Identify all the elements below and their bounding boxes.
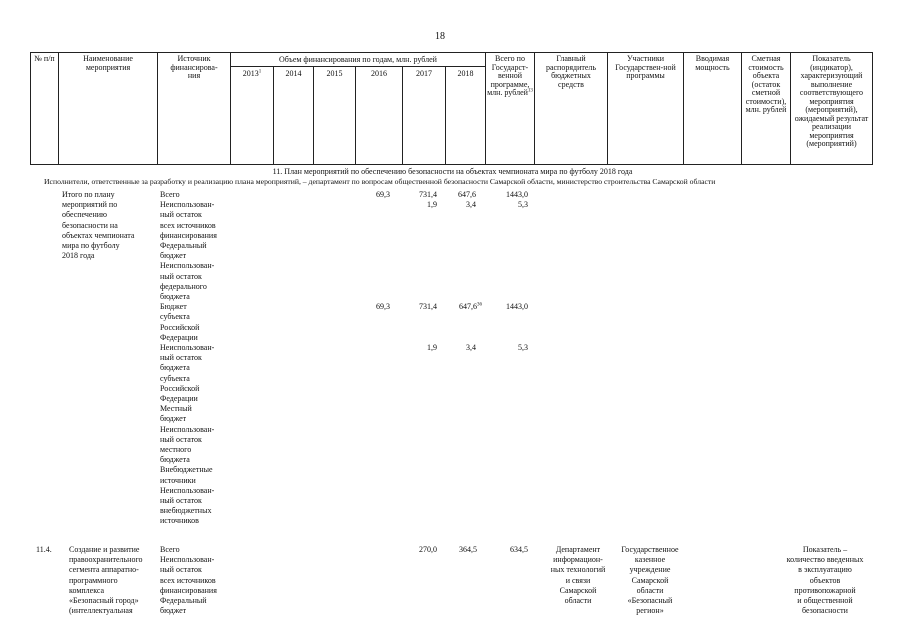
text-line: источников [160, 516, 199, 526]
text-line: и связи [565, 575, 591, 585]
text-line: всех источников [160, 220, 216, 230]
text-line: ный остаток [160, 210, 202, 220]
item-name [69, 545, 159, 616]
text-line: обеспечению [62, 210, 108, 220]
page-number: 18 [435, 31, 445, 42]
text-line: Неиспользован- [160, 555, 215, 565]
item-2018-value: 364,5 [459, 545, 477, 554]
summary-row-source [160, 241, 234, 261]
item-number: 11.4. [36, 545, 52, 554]
text-line: бюджет [160, 606, 187, 616]
text-line: Департамент [555, 545, 601, 554]
text-line: финансирования [160, 230, 217, 240]
text-line: «Безопасный [627, 596, 673, 606]
summary-row-source [160, 486, 234, 527]
header-total: Всего по Государст-венной программе, млн. рублей$^{13}$ [487, 54, 533, 97]
text-line: бюджета [160, 455, 190, 465]
summary-row-source [160, 200, 234, 241]
text-line: всех источников [160, 575, 216, 585]
section-title: 11. План мероприятий по обеспечению безопасности на объектах чемпионата мира по футболу 2018 года [272, 167, 633, 176]
text-line: Неиспользован- [160, 261, 215, 271]
header-estimated-cost: Сметная стоимость объекта (остаток сметной стоимости), млн. рублей [745, 54, 787, 114]
summary-row-source [160, 465, 234, 485]
text-line: Федерации [160, 332, 198, 342]
col-border [355, 66, 356, 165]
text-line: безопасности [802, 606, 848, 616]
col-border [872, 52, 873, 165]
summary-row-source [160, 190, 234, 200]
text-line: мероприятий по [62, 200, 118, 210]
summary-row-2018: 647,6 [458, 190, 476, 199]
summary-row-2018: 647,6$^{36}$ [459, 302, 482, 312]
text-line: области [564, 596, 592, 606]
summary-row-2017: 731,4 [419, 190, 437, 199]
text-line: ный остаток [160, 434, 202, 444]
text-line: Неиспользован- [160, 200, 215, 210]
text-line: Самарской [631, 575, 669, 585]
text-line: «Безопасный город» [69, 596, 139, 606]
summary-row-source [160, 261, 234, 302]
header-indicator: Показатель (индикатор), характеризующий выполнение соответствующего мероприятия (мероприятий), ожидаемый результат реализации мероприятия (мероприятий) [794, 54, 869, 148]
summary-row-source [160, 425, 234, 466]
text-line: Итого по плану [62, 190, 115, 199]
item-total-value: 634,5 [510, 545, 528, 554]
summary-row-total: 1443,0 [506, 302, 528, 312]
text-line: ный остаток [160, 353, 202, 363]
header-source: Источник финансирова-ния [170, 54, 218, 80]
text-line: комплекса [69, 585, 105, 595]
text-line: бюджет [160, 414, 187, 424]
text-line: объектах чемпионата [62, 230, 135, 240]
text-line: субъекта [160, 373, 190, 383]
item-indicator [775, 545, 875, 616]
text-line: (интеллектуальная [69, 606, 133, 616]
text-line: Государственное [621, 545, 679, 554]
text-line: Неиспользован- [160, 485, 215, 495]
text-line: бюджет [160, 251, 187, 261]
text-line: ный остаток [160, 271, 202, 281]
text-line: Неиспользован- [160, 424, 215, 434]
text-line: информацион- [553, 555, 603, 565]
text-line: ных технологий [550, 565, 606, 575]
col-border [445, 66, 446, 165]
col-border [402, 66, 403, 165]
text-line: Местный [160, 404, 192, 414]
header-year-2017: 2017 [416, 69, 432, 78]
text-line: программного [69, 575, 118, 585]
text-line: учреждение [629, 565, 671, 575]
text-line: в эксплуатацию [798, 565, 852, 575]
summary-row-source [160, 404, 234, 424]
summary-row-total: 1443,0 [506, 190, 528, 199]
text-line: 2018 года [62, 251, 95, 261]
item-manager [538, 545, 618, 606]
text-line: правоохранительного [69, 555, 143, 565]
text-line: количество введенных [786, 555, 864, 565]
text-line: Всего [160, 190, 180, 199]
col-border [230, 52, 231, 165]
text-line: Российской [160, 383, 200, 393]
text-line: Внебюджетные [160, 465, 213, 475]
text-line: Федеральный [160, 241, 207, 250]
text-line: финансирования [160, 585, 217, 595]
text-line: Создание и развитие [69, 545, 140, 554]
text-line: ный остаток [160, 496, 202, 505]
funding-group-underline [230, 66, 485, 67]
text-line: бюджета [160, 363, 190, 373]
summary-row-2018: 3,4 [466, 343, 476, 352]
item-2017-value: 270,0 [419, 545, 437, 554]
text-line: Бюджет [160, 302, 187, 312]
text-line: Всего [160, 545, 180, 554]
summary-row-total: 5,3 [518, 200, 528, 210]
text-line: местного [160, 445, 192, 454]
text-line: Федеральный [160, 596, 207, 606]
text-line: Самарской [559, 585, 597, 595]
summary-row-2017: 1,9 [427, 343, 437, 352]
text-line: внебюджетных [160, 506, 212, 516]
text-line: мира по футболу [62, 241, 120, 251]
summary-name [62, 190, 158, 261]
text-line: Российской [160, 322, 200, 332]
footnote-marker: 36 [477, 302, 482, 308]
summary-row-2016: 69,3 [376, 302, 390, 312]
text-line: Федерации [160, 394, 198, 404]
header-funding-group: Объем финансирования по годам, млн. рублей [279, 55, 437, 64]
executors-line: Исполнители, ответственные за разработку и реализацию плана мероприятий, – департамент по вопросам общественной безопасности Самарской области, министерство строительства Самарской области [44, 177, 716, 186]
text-line: Показатель – [802, 545, 848, 554]
header-capacity: Вводимая мощность [695, 54, 730, 72]
header-year-2014: 2014 [285, 69, 302, 78]
summary-row-2018: 3,4 [466, 200, 476, 210]
header-participants: Участники Государствен-ной программы [615, 54, 676, 80]
text-line: регион» [636, 606, 664, 616]
header-num: № п/п [34, 54, 55, 63]
summary-row-2017: 731,4 [419, 302, 437, 312]
text-line: федерального [160, 281, 207, 291]
summary-row-source [160, 343, 234, 404]
text-line: казенное [634, 555, 666, 565]
summary-row-source [160, 302, 234, 343]
summary-row-2017: 1,9 [427, 200, 437, 210]
item-source [160, 545, 232, 616]
text-line: субъекта [160, 312, 190, 322]
text-line: Неиспользован- [160, 343, 215, 352]
col-border [313, 66, 314, 165]
col-border [273, 66, 274, 165]
item-participants [612, 545, 688, 616]
text-line: объектов [809, 575, 841, 585]
header-year-2013: 2013$^1$ [242, 69, 262, 78]
text-line: ный остаток [160, 565, 202, 575]
header-year-2016: 2016 [371, 69, 387, 78]
header-name: Наименование мероприятия [83, 54, 133, 72]
text-line: сегмента аппаратно- [69, 565, 139, 575]
header-year-2015: 2015 [326, 69, 343, 78]
col-border [30, 52, 31, 165]
text-line: области [636, 585, 664, 595]
summary-row-total: 5,3 [518, 343, 528, 352]
text-line: безопасности на [62, 220, 118, 230]
text-line: бюджета [160, 292, 190, 301]
text-line: источники [160, 475, 196, 485]
text-line: противопожарной [794, 585, 856, 595]
header-manager: Главный распорядитель бюджетных средств [545, 54, 597, 89]
text-line: и общественной [797, 596, 853, 606]
summary-row-2016: 69,3 [376, 190, 390, 199]
header-year-2018: 2018 [457, 69, 474, 78]
